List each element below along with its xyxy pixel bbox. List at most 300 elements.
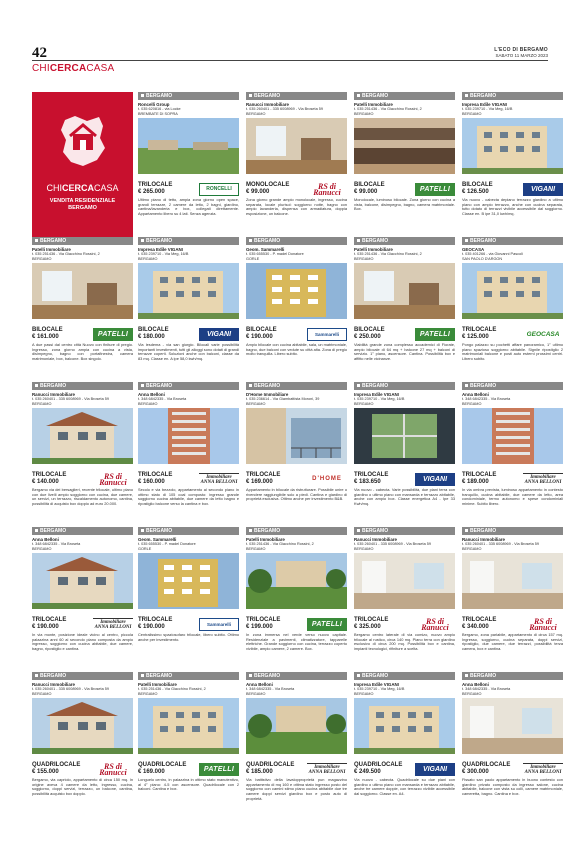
listing-card[interactable]: [138, 527, 239, 681]
promo-brand: [32, 183, 133, 193]
square-bullet-icon: [249, 384, 252, 387]
zone-label: BERGAMO: [254, 528, 281, 534]
agency-contact: t. 035 655530 - P. madel Donatore: [138, 542, 196, 546]
listing-description: Secolo e via bezzolo, appartamento al secondo piano in ottimo stato di 105 coal composto: ingresso grande soggiorno cucina abitabile, due camere da letto bagno e ripostiglio balcone verso la cantina e box.: [138, 487, 239, 507]
property-photo[interactable]: [246, 118, 347, 174]
zone-label: BERGAMO: [40, 673, 67, 679]
listing-location: BERGAMO: [138, 401, 158, 406]
property-photo[interactable]: [32, 553, 133, 609]
header-rule: [32, 60, 548, 61]
agency-name: Anna Belloni: [32, 537, 59, 542]
square-bullet-icon: [465, 94, 468, 97]
property-price: € 185.000: [246, 769, 273, 775]
issue-date: SABATO 11 MARZO 2023: [495, 53, 548, 58]
zone-label: BERGAMO: [146, 93, 173, 99]
zone-label: BERGAMO: [362, 238, 389, 244]
property-price: € 160.000: [138, 479, 165, 485]
listing-description: Ultimo piano di tetto, ampia zona giorno open space, grandi terrazze, 2 camere da letto, 2 bagni, giardino, cantina/lavanderia e box, collegati direttamente. Appartamento libero su 4 lati. Senza agenzia.: [138, 197, 239, 217]
square-bullet-icon: [357, 384, 360, 387]
agency-logo: PATELLI: [93, 328, 133, 341]
agency-logo: D'HOME: [307, 473, 347, 486]
listing-description: A due passi dal centro città Nuovo con finiture di pregio. Ingresso, zona giorno ampia con cucina a vista, disimpegno, bagno con portafinestra, camera matrimoniale, box, balcone. Box singolo.: [32, 342, 133, 362]
property-type: TRILOCALE: [138, 182, 173, 188]
listing-description: Bergamo, zona parlabile, appartamento di circa 157 mq. Ingresso, soggiorno, cucina separata, doppi servizi, ripostiglio, due camere, due terrazzi, possibilità terza camera, box e cantina.: [462, 632, 563, 652]
listing-description: In zona immersa nel verde verso nuovo capitale. Residenziale a pavimenti, climatizzatore, tapparelle elettriche. Grande soggiorno con cucina, terrazzo coperto vivibile, ampio camere, 2 camere. Box.: [246, 632, 347, 652]
agency-logo: RS di Ranucci: [523, 618, 563, 631]
property-price: € 249.500: [354, 769, 381, 775]
property-photo[interactable]: [354, 698, 455, 754]
listing-location: BERGAMO: [138, 256, 158, 261]
agency-name: Impresa Edile VIGANI: [354, 392, 399, 397]
property-photo[interactable]: [354, 118, 455, 174]
property-photo[interactable]: [32, 263, 133, 319]
newspaper-name: L'ECO DI BERGAMO: [494, 47, 548, 53]
zone-label: BERGAMO: [470, 238, 497, 244]
zone-tag: [138, 527, 239, 535]
listing-card[interactable]: [32, 527, 133, 681]
listing-description: Bergamo via dei bersaglieri, recente trilocale, ultimo piano con due livelli ampio soggiorno con cucina, due camere, un servizi, un terrazzo, riscaldamento autonomo, cantina, possibilità di acquisto box doppio ad euro 20.000.: [32, 487, 133, 507]
agency-name: Geom. Sammarelli: [246, 247, 285, 252]
listing-location: BERGAMO: [32, 256, 52, 261]
page-header: [0, 0, 580, 74]
square-bullet-icon: [35, 529, 38, 532]
property-photo[interactable]: [246, 408, 347, 464]
agency-name: Anna Belloni: [462, 392, 489, 397]
property-photo[interactable]: [138, 553, 239, 609]
agency-name: Patelli Immobiliare: [138, 682, 177, 687]
listing-card[interactable]: [354, 237, 455, 391]
property-price: € 300.000: [462, 769, 489, 775]
property-photo[interactable]: [246, 263, 347, 319]
property-photo[interactable]: [32, 698, 133, 754]
agency-contact: t. 035 251436 - Via Giacchino Rossini, 2: [354, 107, 422, 111]
listing-card[interactable]: [462, 382, 563, 536]
square-bullet-icon: [35, 674, 38, 677]
zone-label: BERGAMO: [362, 383, 389, 389]
listing-description: Appartamento in bilocale da ristrutturare. Possibile unire o rivendere raggiungibile solo a piedi. Cantina e giardino di proprietà esclusiva. Ottimo anche per investimento B&B.: [246, 487, 347, 502]
agency-name: Ranucci Immobiliare: [246, 102, 289, 107]
agency-contact: t. 035 239710 - Via Meg, 16/B: [462, 107, 513, 111]
property-photo[interactable]: [32, 408, 133, 464]
zone-label: BERGAMO: [40, 528, 67, 534]
listing-description: Centralissimo spaziosofaro trilocale, libero subito. Ottimo anche per investimento.: [138, 632, 239, 642]
agency-name: Patelli Immobiliare: [354, 102, 393, 107]
property-type: BILOCALE: [354, 182, 385, 188]
promo-brand-a: CHI: [46, 183, 62, 193]
agency-contact: t. 035 251436 - Via Giacchino Rossini, 2: [246, 542, 314, 546]
property-type: TRILOCALE: [246, 472, 281, 478]
agency-contact: t. 035 260401 - 335 6008969 - Via Broseta 59: [32, 687, 109, 691]
listing-description: Monolocale, luminoso bilocale. Zona giorno con cucina a vista, balcone, disimpegno, bagno, camera matrimoniale. Box.: [354, 197, 455, 212]
property-photo[interactable]: [354, 263, 455, 319]
property-price: € 180.000: [138, 334, 165, 340]
listing-card[interactable]: [32, 672, 133, 826]
zone-label: BERGAMO: [254, 238, 281, 244]
agency-logo: RS di Ranucci: [93, 763, 133, 776]
zone-tag: [138, 382, 239, 390]
listing-location: BERGAMO: [32, 546, 52, 551]
property-price: € 189.000: [462, 479, 489, 485]
listing-card[interactable]: [246, 92, 347, 246]
listing-card[interactable]: [246, 382, 347, 536]
listing-location: BERGAMO: [246, 691, 266, 696]
listing-description: Fissato san paolo appartamento in buono contesto con giardino privato composto da ingresso salone, cucina abitabile, balcone con vista su colli, camere matrimoniale, cameretta, bagno. Cantina e box.: [462, 777, 563, 797]
listing-card[interactable]: [354, 672, 455, 826]
property-type: MONOLOCALE: [246, 182, 290, 188]
listing-description: Via nuovo - cabecta. Quadrilocale su due piani con giardino o ultimo piano con mansarda e terrazzo abitabile, anche tre camere doppie, con terrazzo vivibile accessibile dal soggiorno. Classe en. A4.: [354, 777, 455, 797]
zone-tag: [246, 92, 347, 100]
brand-part-b: CERCA: [49, 63, 87, 74]
property-type: TRILOCALE: [462, 327, 497, 333]
zone-tag: [32, 527, 133, 535]
zone-label: BERGAMO: [40, 238, 67, 244]
agency-contact: t. 035 260401 - 335 6008969 - Via Broseta 59: [462, 542, 539, 546]
agency-logo: VIGANI: [199, 328, 239, 341]
zone-label: BERGAMO: [362, 673, 389, 679]
agency-name: Ranucci Immobiliare: [32, 392, 75, 397]
listing-card[interactable]: [138, 237, 239, 391]
listing-description: Longuelo centro, in palazzina in ottimo stato manutentivo, al 4° piano: 4-5 con ascensore. Quadrilocale con 2 balconi. Cantina e box.: [138, 777, 239, 792]
agency-contact: t. 035 236614 - Via Giambattista Moroni, 39: [246, 397, 320, 401]
listing-description: Zona giorno grande ampio monolocale, ingresso, cucina separata, locale plurisol: soggiorno notte, bagno con ampio lavanderia, dispensa con armadiatura, doppia esposizione, un balcone.: [246, 197, 347, 217]
square-bullet-icon: [357, 529, 360, 532]
agency-logo: VIGANI: [523, 183, 563, 196]
agency-name: Patelli Immobiliare: [246, 537, 285, 542]
zone-tag: [354, 527, 455, 535]
square-bullet-icon: [357, 674, 360, 677]
page-number: 42: [32, 45, 47, 61]
agency-name: Impresa Edile VIGANI: [462, 102, 507, 107]
agency-contact: t. 035 260401 - 335 6008969 - Via Broseta 59: [354, 542, 431, 546]
property-price: € 340.000: [462, 624, 489, 630]
agency-logo: RS di Ranucci: [93, 473, 133, 486]
zone-tag: [32, 382, 133, 390]
agency-contact: t. 348 6842335 - Via Broseta: [246, 687, 295, 691]
property-type: BILOCALE: [354, 327, 385, 333]
zone-label: BERGAMO: [470, 93, 497, 99]
agency-logo: RS di Ranucci: [415, 618, 455, 631]
listing-location: BERGAMO: [246, 546, 266, 551]
property-price: € 125.000: [462, 334, 489, 340]
promo-title-line1: VENDITA RESIDENZIALE: [49, 198, 116, 204]
section-brand: [32, 63, 114, 74]
listing-location: BERGAMO: [354, 691, 374, 696]
property-type: TRILOCALE: [32, 472, 67, 478]
zone-tag: [246, 672, 347, 680]
listing-location: GORLE: [138, 546, 152, 551]
listing-card[interactable]: [246, 527, 347, 681]
listing-location: BERGAMO: [462, 691, 482, 696]
property-photo[interactable]: [462, 553, 563, 609]
zone-label: BERGAMO: [254, 383, 281, 389]
brand-part-a: CHI: [32, 63, 50, 74]
zone-label: BERGAMO: [254, 93, 281, 99]
listing-card[interactable]: [462, 672, 563, 826]
listing-location: GORLE: [246, 256, 260, 261]
listing-card[interactable]: [32, 237, 133, 391]
property-price: € 190.000: [246, 334, 273, 340]
agency-logo: PATELLI: [307, 618, 347, 631]
property-type: QUADRILOCALE: [354, 762, 403, 768]
agency-contact: t. 035 239710 - Via Meg, 16/B: [138, 252, 189, 256]
zone-tag: [138, 92, 239, 100]
agency-contact: t. 348 6842335 - Via Broseta: [462, 397, 511, 401]
property-price: € 155.000: [32, 769, 59, 775]
listing-location: BERGAMO: [354, 546, 374, 551]
zone-tag: [462, 527, 563, 535]
zone-tag: [246, 527, 347, 535]
agency-name: Anna Belloni: [138, 392, 165, 397]
promo-title-line2: BERGAMO: [68, 205, 97, 211]
agency-name: Patelli Immobiliare: [32, 247, 71, 252]
agency-logo: Sammarelli: [199, 618, 239, 631]
agency-logo: PATELLI: [415, 328, 455, 341]
square-bullet-icon: [141, 674, 144, 677]
zone-tag: [462, 672, 563, 680]
property-type: QUADRILOCALE: [462, 762, 511, 768]
listing-description: Viabilità grande zona complesso accademici di Fiorate, ampio bilocale di 64 mq + balcone 27 mq + balconi di servizio. 1° piano, ascensore. Cantina. Possibilità box e affitto nelle vicinanze.: [354, 342, 455, 362]
listing-card[interactable]: [462, 527, 563, 681]
property-price: € 140.000: [32, 479, 59, 485]
square-bullet-icon: [141, 94, 144, 97]
listing-location: BERGAMO: [354, 256, 374, 261]
listing-description: Bergamo centro laterale di via comizo, nuovo ampio trilocale al rustico, circa 140 mq. Piano terra con giardino esclusivo di circa 200 mq. Possibilità box e cantina, impianti tecnologici, rifiniture a scelta.: [354, 632, 455, 652]
square-bullet-icon: [249, 239, 252, 242]
square-bullet-icon: [249, 674, 252, 677]
zone-tag: [354, 672, 455, 680]
property-type: TRILOCALE: [138, 617, 173, 623]
agency-name: Impresa Edile VIGANI: [138, 247, 183, 252]
agency-name: Ranucci Immobiliare: [462, 537, 505, 542]
property-price: € 190.000: [32, 624, 59, 630]
listing-description: Bergamo, via capriolo, appartamento di circa 150 mq. In origine aveva 4 camere da letto, ingresso, cucina, soggiorno, doppi servizi, terrazzo, un balcone, cantina, possibilità acquisto box doppio.: [32, 777, 133, 797]
listing-location: BERGAMO: [246, 111, 266, 116]
listing-description: Via nuovo - cabecta. Varie possibilità, due piani terra con giardino o ultimo piano con mansarda e terrazzo abitabile, anche con ampio box. Classe energetica A4 - Ipe 33 Kwh/mq.: [354, 487, 455, 507]
listing-card[interactable]: [138, 92, 239, 246]
property-price: € 99.000: [354, 189, 378, 195]
listing-card[interactable]: [354, 527, 455, 681]
listing-description: Via lesdema - via san giorgio. Bilocali varie possibilità importanti investimenti, tutti gli alloggi sono dotati di grandi terrazze coperti. Soluzioni anche con balconi, classe da 83 mq. Classe en. A ipe 58,0 kwh/mq.: [138, 342, 239, 362]
property-photo[interactable]: [246, 698, 347, 754]
agency-name: Geom. Sammarelli: [138, 537, 177, 542]
zone-tag: [138, 672, 239, 680]
square-bullet-icon: [465, 239, 468, 242]
listing-card[interactable]: [138, 672, 239, 826]
square-bullet-icon: [35, 384, 38, 387]
property-price: € 199.000: [246, 624, 273, 630]
agency-contact: t. 035 620816 - via Locke: [138, 107, 181, 111]
zone-tag: [462, 382, 563, 390]
listing-location: BERGAMO: [246, 401, 266, 406]
property-price: € 265.000: [138, 189, 165, 195]
listing-location: BERGAMO: [138, 691, 158, 696]
zone-tag: [462, 237, 563, 245]
zone-label: BERGAMO: [254, 673, 281, 679]
agency-logo: GEOCASA: [523, 328, 563, 341]
square-bullet-icon: [249, 94, 252, 97]
brand-part-c: CASA: [86, 63, 115, 74]
listing-card[interactable]: [246, 237, 347, 391]
promo-brand-b: CERCA: [61, 183, 94, 193]
property-photo[interactable]: [462, 263, 563, 319]
zone-tag: [354, 92, 455, 100]
agency-logo: Immobiliare ANNA BELLONI: [524, 474, 562, 485]
zone-label: BERGAMO: [470, 673, 497, 679]
property-type: TRILOCALE: [354, 472, 389, 478]
listing-card[interactable]: [462, 92, 563, 246]
agency-name: Anna Belloni: [246, 682, 273, 687]
property-photo[interactable]: [138, 118, 239, 174]
listing-location: BERGAMO: [32, 401, 52, 406]
zone-tag: [32, 237, 133, 245]
section-promo-box: [32, 92, 133, 245]
listing-card[interactable]: [246, 672, 347, 826]
property-photo[interactable]: [138, 698, 239, 754]
zone-label: BERGAMO: [146, 238, 173, 244]
property-price: € 169.000: [138, 769, 165, 775]
zone-label: BERGAMO: [470, 383, 497, 389]
house-map-icon: [53, 112, 113, 172]
agency-name: GEOCASA: [462, 247, 485, 252]
agency-logo: PATELLI: [199, 763, 239, 776]
agency-contact: t. 035 251436 - Via Giacchino Rossini, 2: [32, 252, 100, 256]
listing-card[interactable]: [462, 237, 563, 391]
square-bullet-icon: [357, 239, 360, 242]
agency-contact: t. 348 6842335 - Via Broseta: [138, 397, 187, 401]
listing-location: BERGAMO: [462, 546, 482, 551]
square-bullet-icon: [141, 239, 144, 242]
listing-location: SAN PAOLO D'ARGON: [462, 256, 503, 261]
property-photo[interactable]: [462, 118, 563, 174]
zone-tag: [32, 672, 133, 680]
square-bullet-icon: [357, 94, 360, 97]
agency-logo: Immobiliare ANNA BELLONI: [94, 619, 132, 630]
listing-location: BERGAMO: [462, 401, 482, 406]
listing-description: Ampio bilocale con cucina abitabile, sala, un matrimoniale, bagno, due balconi con vedute su città alta. Zona di pregio molto tranquilla. Libero subito.: [246, 342, 347, 357]
listing-description: In via ombra prevista, luminoso appartamento in contesto tranquillo, cucina abitabile, due camere da letto, area condominiale, termo autonomo e spese condominiali minime. Subito libero.: [462, 487, 563, 507]
zone-tag: [354, 382, 455, 390]
agency-name: Patelli Immobiliare: [354, 247, 393, 252]
zone-label: BERGAMO: [146, 528, 173, 534]
agency-contact: t. 035 401266 - via Giovanni Pascoli: [462, 252, 523, 256]
listing-location: BERGAMO: [354, 111, 374, 116]
zone-label: BERGAMO: [40, 383, 67, 389]
listing-location: BERGAMO: [32, 691, 52, 696]
property-photo[interactable]: [138, 263, 239, 319]
agency-contact: t. 348 6842335 - Via Broseta: [462, 687, 511, 691]
promo-brand-c: CASA: [94, 183, 119, 193]
listing-location: BERGAMO: [354, 401, 374, 406]
promo-title: [32, 198, 133, 212]
agency-contact: t. 035 260401 - 335 6008969 - Via Broseta 59: [246, 107, 323, 111]
listing-description: Pongo palazzo su pochetti affare panoramico, 1° ultimo piano spazioso soggiorno abitabile. Signile ripostiglio 2 matrimoniali balcone e posti auto esterni prossimi centri. Libero subito.: [462, 342, 563, 362]
property-type: BILOCALE: [138, 327, 169, 333]
square-bullet-icon: [465, 674, 468, 677]
listing-card[interactable]: [138, 382, 239, 536]
agency-contact: t. 035 239710 - Via Meg, 16/B: [354, 397, 405, 401]
property-photo[interactable]: [354, 408, 455, 464]
agency-contact: t. 035 251436 - Via Giacchino Rossini, 2: [354, 252, 422, 256]
property-photo[interactable]: [462, 408, 563, 464]
zone-label: BERGAMO: [362, 528, 389, 534]
agency-logo: Immobiliare ANNA BELLONI: [200, 474, 238, 485]
agency-name: Impresa Edile VIGANI: [354, 682, 399, 687]
agency-contact: t. 035 239710 - Via Meg, 16/B: [354, 687, 405, 691]
agency-contact: t. 035 655530 - P. madel Donatore: [246, 252, 304, 256]
square-bullet-icon: [141, 384, 144, 387]
agency-logo: Sammarelli: [307, 328, 347, 341]
property-type: QUADRILOCALE: [138, 762, 187, 768]
agency-contact: t. 035 260401 - 335 6008969 - Via Broseta 59: [32, 397, 109, 401]
square-bullet-icon: [35, 239, 38, 242]
zone-tag: [354, 237, 455, 245]
square-bullet-icon: [141, 529, 144, 532]
property-price: € 190.000: [138, 624, 165, 630]
square-bullet-icon: [465, 384, 468, 387]
agency-name: Ranucci Immobiliare: [32, 682, 75, 687]
property-price: € 126.500: [462, 189, 489, 195]
property-type: QUADRILOCALE: [246, 762, 295, 768]
zone-tag: [246, 382, 347, 390]
property-type: BILOCALE: [462, 182, 493, 188]
agency-logo: VIGANI: [415, 473, 455, 486]
square-bullet-icon: [465, 529, 468, 532]
agency-logo: RONCELLI: [199, 183, 239, 196]
agency-name: Ranucci Immobiliare: [354, 537, 397, 542]
agency-logo: VIGANI: [415, 763, 455, 776]
property-price: € 325.000: [354, 624, 381, 630]
property-price: € 183.650: [354, 479, 381, 485]
zone-tag: [246, 237, 347, 245]
property-type: TRILOCALE: [246, 617, 281, 623]
property-type: TRILOCALE: [462, 472, 497, 478]
zone-tag: [462, 92, 563, 100]
listing-location: BERGAMO: [462, 111, 482, 116]
agency-logo: PATELLI: [415, 183, 455, 196]
property-type: TRILOCALE: [354, 617, 389, 623]
listing-description: Via battistivo della lavalopproprietà pun magazzino appartamento di mq 160 e ottima stato ingresso posto del soggiorno con camini stimo piano cucina abitabile due tre camere doppi servizi giardino box e posto auto di proprietà.: [246, 777, 347, 801]
property-photo[interactable]: [354, 553, 455, 609]
agency-contact: t. 348 6842335 - Via Broseta: [32, 542, 81, 546]
zone-label: BERGAMO: [146, 673, 173, 679]
listing-card[interactable]: [32, 382, 133, 536]
property-price: € 99.000: [246, 189, 270, 195]
property-photo[interactable]: [462, 698, 563, 754]
agency-logo: Immobiliare ANNA BELLONI: [308, 764, 346, 775]
property-photo[interactable]: [246, 553, 347, 609]
zone-label: BERGAMO: [146, 383, 173, 389]
agency-name: Roncelli Group: [138, 102, 170, 107]
agency-logo: Immobiliare ANNA BELLONI: [524, 764, 562, 775]
property-price: € 169.000: [246, 479, 273, 485]
agency-name: D'Home Immobiliare: [246, 392, 289, 397]
agency-name: Anna Belloni: [462, 682, 489, 687]
property-photo[interactable]: [138, 408, 239, 464]
listing-card[interactable]: [354, 92, 455, 246]
newspaper-masthead: [494, 47, 548, 59]
zone-label: BERGAMO: [470, 528, 497, 534]
zone-tag: [138, 237, 239, 245]
square-bullet-icon: [249, 529, 252, 532]
property-type: TRILOCALE: [138, 472, 173, 478]
listing-card[interactable]: [354, 382, 455, 536]
zone-label: BERGAMO: [362, 93, 389, 99]
listing-location: BREMBATE DI SOPRA: [138, 111, 178, 116]
property-price: € 250.000: [354, 334, 381, 340]
listing-description: Via nuovo - cabecta depiano terrazzo giardino a ultimo piano con ampio terrazzo, anche con cucina separata, tutto dotato di terrazzi vivibile accessibile dal soggiorno. Classe en. B ipe 31,0 kwh/mq.: [462, 197, 563, 217]
property-price: € 161.000: [32, 334, 59, 340]
agency-contact: t. 035 251436 - Via Giacchino Rossini, 2: [138, 687, 206, 691]
